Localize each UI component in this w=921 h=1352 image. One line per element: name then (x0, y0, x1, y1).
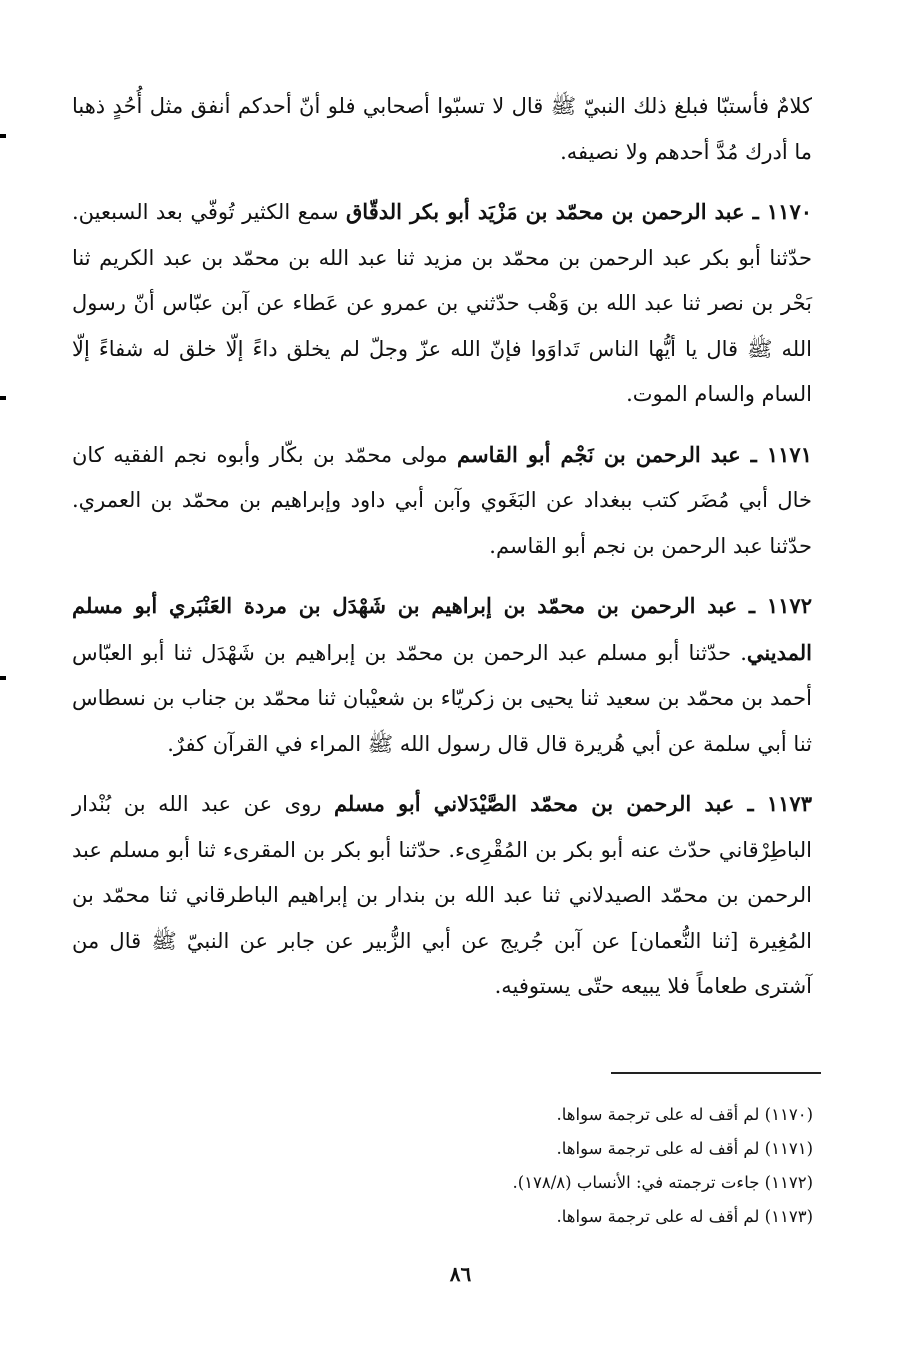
footnote-1171: (١١٧١) لم أقف له على ترجمة سواها. (556, 1139, 813, 1158)
entry-heading: ١١٧٣ ـ عبد الرحمن بن محمّد الصَّيْدَلاني أبو مسلم (333, 791, 812, 816)
paragraph-intro (72, 84, 812, 175)
scan-edge-mark (0, 676, 6, 680)
scan-edge-mark (0, 396, 6, 400)
entry-text: . حدّثنا أبو مسلم عبد الرحمن بن محمّد بن إبراهيم بن شَهْدَل ثنا أبو العبّاس أحمد بن محمّد بن سعيد ثنا يحيى بن زكريّاء بن شعيْبان ثنا محمّد بن جناب بن نسطاس ثنا أبي سلمة عن أبي هُريرة قال قال رسول الله ﷺ المراء في القرآن كفرٌ. (72, 640, 812, 756)
footnote-1173: (١١٧٣) لم أقف له على ترجمة سواها. (556, 1207, 813, 1226)
entry-text: مولى محمّد بن بكّار وأبوه نجم الفقيه كان خال أبي مُضَر كتب ببغداد عن البَغَوي وآبن أبي داود وإبراهيم بن محمّد بن العمري. حدّثنا عبد الرحمن بن نجم أبو القاسم. (72, 442, 812, 558)
entry-1171 (72, 432, 812, 570)
paragraph-text: كلامٌ فأستبّا فبلغ ذلك النبيّ ﷺ قال لا تسبّوا أصحابي فلو أنّ أحدكم أنفق مثل أُحُدٍ ذهبا ما أدرك مُدَّ أحدهم ولا نصيفه. (72, 94, 812, 164)
scan-edge-mark (0, 134, 6, 138)
entry-heading: ١١٧٢ ـ عبد الرحمن بن محمّد بن إبراهيم بن شَهْدَل بن مردة العَنْبَري أبو مسلم المديني (72, 593, 812, 665)
entry-1170 (72, 189, 812, 418)
footnotes (253, 1098, 813, 1234)
footnote-1170: (١١٧٠) لم أقف له على ترجمة سواها. (556, 1105, 813, 1124)
page-number: ٨٦ (449, 1262, 472, 1286)
entry-1172 (72, 583, 812, 767)
footnote-1172: (١١٧٢) جاءت ترجمته في: الأنساب (١٧٨/٨). (512, 1173, 813, 1192)
entry-heading: ١١٧١ ـ عبد الرحمن بن نَجْم أبو القاسم (457, 441, 812, 467)
entry-heading: ١١٧٠ ـ عبد الرحمن بن محمّد بن مَزْيَد أبو بكر الدقّاق (346, 199, 813, 224)
entry-1173 (72, 781, 812, 1010)
entry-text: روى عن عبد الله بن بُنْدار الباطِرْقاني حدّث عنه أبو بكر بن المُقْرِىء. حدّثنا أبو بكر بن المقرىء ثنا أبو مسلم عبد الرحمن بن محمّد الصيدلاني ثنا عبد الله بن بندار بن إبراهيم الباطرقاني ثنا محمّد بن المُغِيرة [ثنا النُّعمان] عن آبن جُريج عن أبي الزُّبير عن جابر عن النبيّ ﷺ قال من آشترى طعاماً فلا يبيعه حتّى يستوفيه. (72, 792, 812, 998)
footnote-divider (611, 1072, 821, 1074)
entry-text: سمع الكثير تُوفّي بعد السبعين. حدّثنا أبو بكر عبد الرحمن بن محمّد بن مزيد ثنا عبد الله بن محمّد بن عبد الكريم ثنا بَحْر بن نصر ثنا عبد الله بن وَهْب حدّثني بن عمرو عن عَطاء عن آبن عبّاس أنّ رسول الله ﷺ قال يا أيُّها الناس تَداوَوا فإنّ الله عزّ وجلّ لم يخلق داءً إلّا خلق له شفاءً إلّا السام والسام الموت. (72, 200, 812, 406)
page-body (72, 84, 812, 1010)
